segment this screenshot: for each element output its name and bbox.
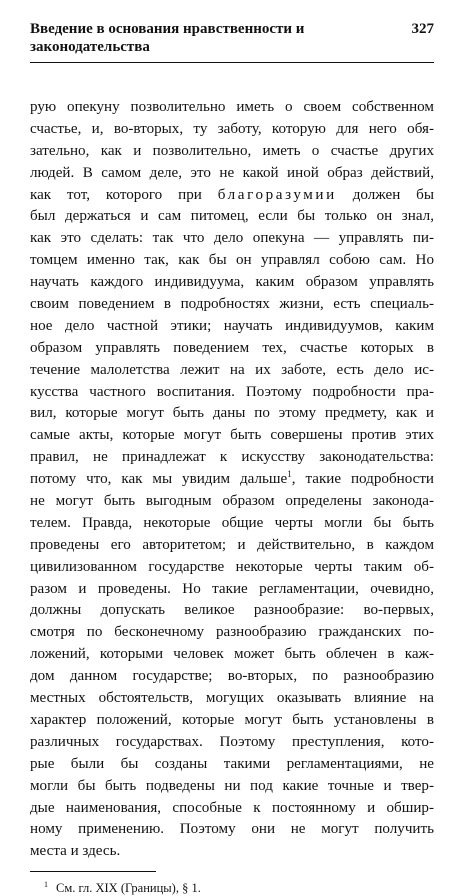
text-segment: должен бы	[352, 186, 434, 203]
text-line: правил, не принадлежат к искусству законодательства:	[30, 449, 434, 466]
running-head	[30, 20, 434, 63]
text-line: течение малолетства лежит на их заботе, есть дело ис-	[30, 361, 434, 378]
text-line	[30, 469, 434, 491]
text-line: был держаться и сам питомец, если бы только он знал,	[30, 208, 434, 225]
text-line: кусства частного воспитания. Поэтому подробности пра-	[30, 383, 434, 400]
text-line: научать каждого индивидуума, каким образом управлять	[30, 274, 434, 291]
text-line: дом данном государстве; во-вторых, по разнообразию	[30, 668, 434, 685]
text-line	[30, 185, 434, 207]
text-line: различных государствах. Поэтому преступления, кото-	[30, 733, 434, 750]
text-line: смотря по бесконечному разнообразию гражданских по-	[30, 624, 434, 641]
text-line: характер положений, которые могут быть установлены в	[30, 711, 434, 728]
text-line: могли бы быть подведены ни под какие точные и твер-	[30, 777, 434, 794]
text-line: образом управлять поведением тех, счастье которых в	[30, 339, 434, 356]
text-segment: как тот, которого при	[30, 186, 202, 203]
text-line: дые наименования, способные к постоянному и обшир-	[30, 799, 434, 816]
text-line: рую опекуну позволительно иметь о своем собственном	[30, 99, 434, 115]
text-line: места и здесь.	[30, 843, 121, 860]
page-number: 327	[411, 21, 434, 37]
text-line: разом и проведены. Но такие регламентации, очевидно,	[30, 580, 434, 597]
text-line: должны допускать великое разнообразие: во-первых,	[30, 602, 434, 619]
text-line: томцем именно так, как бы он управлял собою сам. Но	[30, 252, 434, 269]
text-line: ное дело частной этики; научать индивидуумов, каким	[30, 317, 434, 334]
text-line: не могут быть выгодным образом определены законода-	[30, 493, 434, 510]
text-segment: , такие подробности	[291, 471, 434, 488]
footnote-divider	[30, 871, 156, 872]
text-line: самые акты, которые могут быть совершены против этих	[30, 427, 434, 444]
text-line: ложений, которыми человек может быть облечен в каж-	[30, 646, 434, 663]
text-line: цивилизованном государстве некоторые черты таким об-	[30, 558, 434, 575]
running-title: Введение в основания нравственности и законодательства	[30, 21, 305, 55]
text-line: телем. Правда, некоторые общие черты могли бы быть	[30, 514, 434, 531]
text-line: вил, которые могут быть даны по этому предмету, как и	[30, 405, 434, 422]
text-line: своим поведением в подробностях жизни, есть специаль-	[30, 296, 434, 313]
text-line: ному применению. Поэтому они не могут получить	[30, 821, 434, 838]
text-line: рые были бы созданы такими регламентациями, не	[30, 755, 434, 772]
footnote	[44, 880, 434, 896]
text-segment: потому что, как мы увидим дальше	[30, 471, 288, 488]
text-line: зательно, как и позволительно, иметь о счастье других	[30, 142, 434, 159]
text-line: местных обстоятельств, могущих оказывать влияние на	[30, 690, 434, 707]
footnote-reference[interactable]: 1	[287, 469, 292, 480]
text-line: проведены его авторитетом; и действительно, в каждом	[30, 536, 434, 553]
body-text	[30, 97, 434, 863]
footnote-marker: 1	[44, 880, 48, 890]
text-line: счастье, и, во-вторых, ту заботу, которую для него обя-	[30, 120, 434, 137]
text-line: как это сделать: так что дело опекуна — управлять пи-	[30, 230, 434, 247]
text-line: людей. В самом деле, это не какой иной образ действий,	[30, 164, 434, 181]
emphasized-word: благоразумии	[217, 186, 337, 203]
footnote-text: См. гл. XIX (Границы), § 1.	[56, 881, 201, 896]
